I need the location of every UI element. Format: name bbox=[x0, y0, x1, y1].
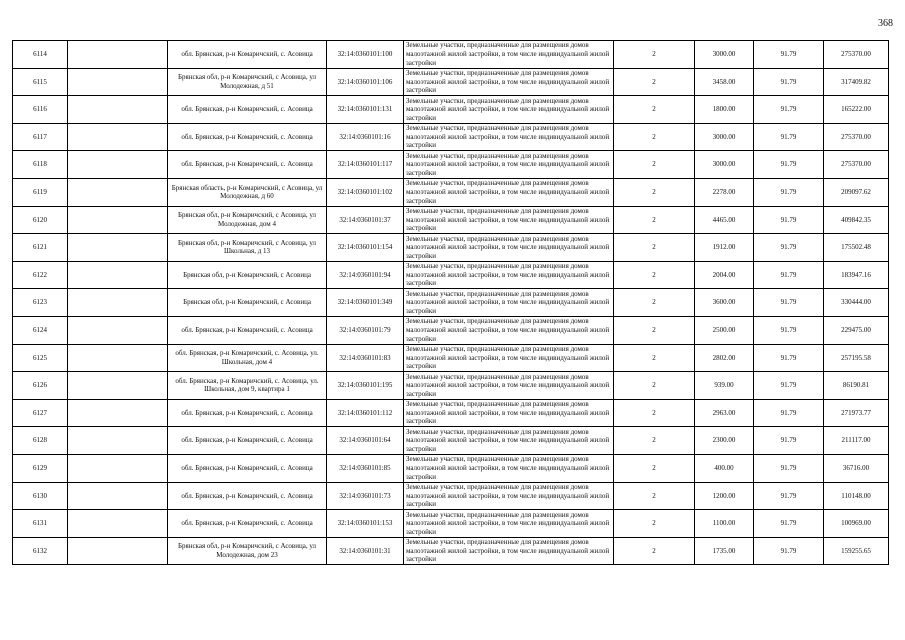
land-use-description-cell: Земельные участки, предназначенные для размещения домов малоэтажной жилой застройки, в том числе индивидуальной жилой застройки bbox=[404, 206, 614, 234]
group-code-cell: 2 bbox=[614, 510, 695, 538]
land-use-description-cell: Земельные участки, предназначенные для размещения домов малоэтажной жилой застройки, в том числе индивидуальной жилой застройки bbox=[404, 289, 614, 317]
row-number-cell: 6114 bbox=[13, 41, 68, 69]
cadastral-number-cell: 32:14:0360101:112 bbox=[327, 399, 404, 427]
group-code-cell: 2 bbox=[614, 123, 695, 151]
address-cell: Брянская обл, р-н Комаричский, с Асовица bbox=[168, 261, 327, 289]
address-cell: Брянская обл, р-н Комаричский, с Асовица, ул Молодежная, д 51 bbox=[168, 68, 327, 96]
group-code-cell: 2 bbox=[614, 482, 695, 510]
specific-value-cell: 91.79 bbox=[754, 178, 824, 206]
address-cell: Брянская обл, р-н Комаричский, с Асовица bbox=[168, 289, 327, 317]
cadastral-value-cell: 229475.00 bbox=[824, 316, 889, 344]
group-code-cell: 2 bbox=[614, 261, 695, 289]
address-cell: обл. Брянская, р-н Комаричский, с. Асовица bbox=[168, 41, 327, 69]
address-cell: Брянская обл, р-н Комаричский, с Асовица, ул Школьная, д 13 bbox=[168, 234, 327, 262]
cadastral-value-cell: 275370.00 bbox=[824, 41, 889, 69]
table-row bbox=[13, 344, 889, 372]
land-use-description-cell: Земельные участки, предназначенные для размещения домов малоэтажной жилой застройки, в том числе индивидуальной жилой застройки bbox=[404, 537, 614, 565]
cadastral-value-cell: 36716.00 bbox=[824, 454, 889, 482]
row-number-cell: 6116 bbox=[13, 96, 68, 124]
table-row bbox=[13, 96, 889, 124]
area-cell: 1200.00 bbox=[695, 482, 754, 510]
empty-cell bbox=[68, 234, 168, 262]
row-number-cell: 6129 bbox=[13, 454, 68, 482]
row-number-cell: 6123 bbox=[13, 289, 68, 317]
address-cell: обл. Брянская, р-н Комаричский, с. Асовица bbox=[168, 96, 327, 124]
cadastral-number-cell: 32:14:0360101:73 bbox=[327, 482, 404, 510]
row-number-cell: 6119 bbox=[13, 178, 68, 206]
land-use-description-cell: Земельные участки, предназначенные для размещения домов малоэтажной жилой застройки, в том числе индивидуальной жилой застройки bbox=[404, 372, 614, 400]
table-row bbox=[13, 427, 889, 455]
cadastral-number-cell: 32:14:0360101:16 bbox=[327, 123, 404, 151]
empty-cell bbox=[68, 372, 168, 400]
cadastral-value-cell: 257195.58 bbox=[824, 344, 889, 372]
cadastral-value-cell: 110148.00 bbox=[824, 482, 889, 510]
empty-cell bbox=[68, 151, 168, 179]
row-number-cell: 6118 bbox=[13, 151, 68, 179]
area-cell: 1735.00 bbox=[695, 537, 754, 565]
land-use-description-cell: Земельные участки, предназначенные для размещения домов малоэтажной жилой застройки, в том числе индивидуальной жилой застройки bbox=[404, 344, 614, 372]
table-row bbox=[13, 234, 889, 262]
area-cell: 2278.00 bbox=[695, 178, 754, 206]
land-use-description-cell: Земельные участки, предназначенные для размещения домов малоэтажной жилой застройки, в том числе индивидуальной жилой застройки bbox=[404, 123, 614, 151]
row-number-cell: 6120 bbox=[13, 206, 68, 234]
specific-value-cell: 91.79 bbox=[754, 68, 824, 96]
specific-value-cell: 91.79 bbox=[754, 96, 824, 124]
table-row bbox=[13, 123, 889, 151]
table-row bbox=[13, 482, 889, 510]
address-cell: обл. Брянская, р-н Комаричский, с. Асовица bbox=[168, 482, 327, 510]
land-use-description-cell: Земельные участки, предназначенные для размещения домов малоэтажной жилой застройки, в том числе индивидуальной жилой застройки bbox=[404, 261, 614, 289]
group-code-cell: 2 bbox=[614, 344, 695, 372]
group-code-cell: 2 bbox=[614, 151, 695, 179]
cadastral-value-cell: 271973.77 bbox=[824, 399, 889, 427]
land-use-description-cell: Земельные участки, предназначенные для размещения домов малоэтажной жилой застройки, в том числе индивидуальной жилой застройки bbox=[404, 41, 614, 69]
cadastral-number-cell: 32:14:0360101:83 bbox=[327, 344, 404, 372]
table-row bbox=[13, 151, 889, 179]
group-code-cell: 2 bbox=[614, 537, 695, 565]
specific-value-cell: 91.79 bbox=[754, 399, 824, 427]
area-cell: 2802.00 bbox=[695, 344, 754, 372]
land-use-description-cell: Земельные участки, предназначенные для размещения домов малоэтажной жилой застройки, в том числе индивидуальной жилой застройки bbox=[404, 510, 614, 538]
empty-cell bbox=[68, 289, 168, 317]
cadastral-value-cell: 317409.82 bbox=[824, 68, 889, 96]
land-use-description-cell: Земельные участки, предназначенные для размещения домов малоэтажной жилой застройки, в том числе индивидуальной жилой застройки bbox=[404, 234, 614, 262]
empty-cell bbox=[68, 482, 168, 510]
specific-value-cell: 91.79 bbox=[754, 41, 824, 69]
table-row bbox=[13, 316, 889, 344]
area-cell: 400.00 bbox=[695, 454, 754, 482]
area-cell: 4465.00 bbox=[695, 206, 754, 234]
cadastral-number-cell: 32:14:0360101:131 bbox=[327, 96, 404, 124]
address-cell: обл. Брянская, р-н Комаричский, с. Асовица, ул. Школьная, дом 9, квартира 1 bbox=[168, 372, 327, 400]
specific-value-cell: 91.79 bbox=[754, 261, 824, 289]
address-cell: обл. Брянская, р-н Комаричский, с. Асовица bbox=[168, 510, 327, 538]
area-cell: 2500.00 bbox=[695, 316, 754, 344]
cadastral-value-cell: 275370.00 bbox=[824, 123, 889, 151]
cadastral-value-cell: 211117.00 bbox=[824, 427, 889, 455]
area-cell: 2963.00 bbox=[695, 399, 754, 427]
specific-value-cell: 91.79 bbox=[754, 510, 824, 538]
group-code-cell: 2 bbox=[614, 454, 695, 482]
address-cell: Брянская обл, р-н Комаричский, с Асовица, ул Молодежная, дом 23 bbox=[168, 537, 327, 565]
row-number-cell: 6126 bbox=[13, 372, 68, 400]
area-cell: 1100.00 bbox=[695, 510, 754, 538]
specific-value-cell: 91.79 bbox=[754, 316, 824, 344]
specific-value-cell: 91.79 bbox=[754, 206, 824, 234]
row-number-cell: 6122 bbox=[13, 261, 68, 289]
specific-value-cell: 91.79 bbox=[754, 344, 824, 372]
table-row bbox=[13, 454, 889, 482]
specific-value-cell: 91.79 bbox=[754, 537, 824, 565]
area-cell: 3600.00 bbox=[695, 289, 754, 317]
row-number-cell: 6124 bbox=[13, 316, 68, 344]
cadastral-number-cell: 32:14:0360101:153 bbox=[327, 510, 404, 538]
group-code-cell: 2 bbox=[614, 206, 695, 234]
row-number-cell: 6130 bbox=[13, 482, 68, 510]
cadastral-number-cell: 32:14:0360101:195 bbox=[327, 372, 404, 400]
group-code-cell: 2 bbox=[614, 41, 695, 69]
specific-value-cell: 91.79 bbox=[754, 482, 824, 510]
table-row bbox=[13, 510, 889, 538]
row-number-cell: 6125 bbox=[13, 344, 68, 372]
table-row bbox=[13, 41, 889, 69]
land-use-description-cell: Земельные участки, предназначенные для размещения домов малоэтажной жилой застройки, в том числе индивидуальной жилой застройки bbox=[404, 178, 614, 206]
empty-cell bbox=[68, 96, 168, 124]
group-code-cell: 2 bbox=[614, 68, 695, 96]
row-number-cell: 6128 bbox=[13, 427, 68, 455]
empty-cell bbox=[68, 68, 168, 96]
specific-value-cell: 91.79 bbox=[754, 454, 824, 482]
group-code-cell: 2 bbox=[614, 399, 695, 427]
empty-cell bbox=[68, 316, 168, 344]
specific-value-cell: 91.79 bbox=[754, 234, 824, 262]
cadastral-value-cell: 183947.16 bbox=[824, 261, 889, 289]
group-code-cell: 2 bbox=[614, 289, 695, 317]
cadastral-value-cell: 175502.48 bbox=[824, 234, 889, 262]
address-cell: обл. Брянская, р-н Комаричский, с. Асовица, ул. Школьная, дом 4 bbox=[168, 344, 327, 372]
empty-cell bbox=[68, 344, 168, 372]
group-code-cell: 2 bbox=[614, 178, 695, 206]
cadastral-value-cell: 165222.00 bbox=[824, 96, 889, 124]
cadastral-number-cell: 32:14:0360101:37 bbox=[327, 206, 404, 234]
cadastral-number-cell: 32:14:0360101:102 bbox=[327, 178, 404, 206]
cadastral-number-cell: 32:14:0360101:79 bbox=[327, 316, 404, 344]
cadastral-value-cell: 330444.00 bbox=[824, 289, 889, 317]
area-cell: 3000.00 bbox=[695, 41, 754, 69]
cadastral-value-cell: 409842.35 bbox=[824, 206, 889, 234]
land-use-description-cell: Земельные участки, предназначенные для размещения домов малоэтажной жилой застройки, в том числе индивидуальной жилой застройки bbox=[404, 96, 614, 124]
area-cell: 3000.00 bbox=[695, 151, 754, 179]
group-code-cell: 2 bbox=[614, 234, 695, 262]
cadastral-number-cell: 32:14:0360101:64 bbox=[327, 427, 404, 455]
specific-value-cell: 91.79 bbox=[754, 151, 824, 179]
cadastral-value-cell: 86190.81 bbox=[824, 372, 889, 400]
land-use-description-cell: Земельные участки, предназначенные для размещения домов малоэтажной жилой застройки, в том числе индивидуальной жилой застройки bbox=[404, 454, 614, 482]
cadastral-number-cell: 32:14:0360101:31 bbox=[327, 537, 404, 565]
land-use-description-cell: Земельные участки, предназначенные для размещения домов малоэтажной жилой застройки, в том числе индивидуальной жилой застройки bbox=[404, 482, 614, 510]
empty-cell bbox=[68, 123, 168, 151]
cadastral-value-cell: 275370.00 bbox=[824, 151, 889, 179]
area-cell: 1800.00 bbox=[695, 96, 754, 124]
address-cell: обл. Брянская, р-н Комаричский, с. Асовица bbox=[168, 454, 327, 482]
page-number: 368 bbox=[878, 18, 893, 29]
land-use-description-cell: Земельные участки, предназначенные для размещения домов малоэтажной жилой застройки, в том числе индивидуальной жилой застройки bbox=[404, 399, 614, 427]
area-cell: 2300.00 bbox=[695, 427, 754, 455]
empty-cell bbox=[68, 399, 168, 427]
cadastral-value-table bbox=[12, 40, 889, 565]
land-use-description-cell: Земельные участки, предназначенные для размещения домов малоэтажной жилой застройки, в том числе индивидуальной жилой застройки bbox=[404, 316, 614, 344]
row-number-cell: 6131 bbox=[13, 510, 68, 538]
cadastral-number-cell: 32:14:0360101:94 bbox=[327, 261, 404, 289]
row-number-cell: 6132 bbox=[13, 537, 68, 565]
address-cell: обл. Брянская, р-н Комаричский, с. Асовица bbox=[168, 316, 327, 344]
cadastral-value-cell: 159255.65 bbox=[824, 537, 889, 565]
row-number-cell: 6121 bbox=[13, 234, 68, 262]
empty-cell bbox=[68, 261, 168, 289]
empty-cell bbox=[68, 427, 168, 455]
table-row bbox=[13, 372, 889, 400]
specific-value-cell: 91.79 bbox=[754, 289, 824, 317]
empty-cell bbox=[68, 510, 168, 538]
group-code-cell: 2 bbox=[614, 372, 695, 400]
empty-cell bbox=[68, 41, 168, 69]
address-cell: Брянская область, р-н Комаричский, с Асовица, ул Молодежная, д 60 bbox=[168, 178, 327, 206]
group-code-cell: 2 bbox=[614, 96, 695, 124]
cadastral-number-cell: 32:14:0360101:349 bbox=[327, 289, 404, 317]
cadastral-number-cell: 32:14:0360101:154 bbox=[327, 234, 404, 262]
address-cell: обл. Брянская, р-н Комаричский, с. Асовица bbox=[168, 427, 327, 455]
group-code-cell: 2 bbox=[614, 427, 695, 455]
cadastral-number-cell: 32:14:0360101:85 bbox=[327, 454, 404, 482]
row-number-cell: 6115 bbox=[13, 68, 68, 96]
cadastral-value-cell: 209097.62 bbox=[824, 178, 889, 206]
group-code-cell: 2 bbox=[614, 316, 695, 344]
area-cell: 939.00 bbox=[695, 372, 754, 400]
empty-cell bbox=[68, 206, 168, 234]
area-cell: 3458.00 bbox=[695, 68, 754, 96]
specific-value-cell: 91.79 bbox=[754, 427, 824, 455]
table-row bbox=[13, 261, 889, 289]
land-use-description-cell: Земельные участки, предназначенные для размещения домов малоэтажной жилой застройки, в том числе индивидуальной жилой застройки bbox=[404, 68, 614, 96]
empty-cell bbox=[68, 454, 168, 482]
address-cell: обл. Брянская, р-н Комаричский, с. Асовица bbox=[168, 399, 327, 427]
area-cell: 1912.00 bbox=[695, 234, 754, 262]
row-number-cell: 6117 bbox=[13, 123, 68, 151]
table-row bbox=[13, 68, 889, 96]
specific-value-cell: 91.79 bbox=[754, 123, 824, 151]
cadastral-value-cell: 100969.00 bbox=[824, 510, 889, 538]
empty-cell bbox=[68, 178, 168, 206]
cadastral-number-cell: 32:14:0360101:106 bbox=[327, 68, 404, 96]
cadastral-number-cell: 32:14:0360101:100 bbox=[327, 41, 404, 69]
cadastral-number-cell: 32:14:0360101:117 bbox=[327, 151, 404, 179]
row-number-cell: 6127 bbox=[13, 399, 68, 427]
land-use-description-cell: Земельные участки, предназначенные для размещения домов малоэтажной жилой застройки, в том числе индивидуальной жилой застройки bbox=[404, 151, 614, 179]
table-row bbox=[13, 399, 889, 427]
table-row bbox=[13, 206, 889, 234]
land-use-description-cell: Земельные участки, предназначенные для размещения домов малоэтажной жилой застройки, в том числе индивидуальной жилой застройки bbox=[404, 427, 614, 455]
address-cell: Брянская обл, р-н Комаричский, с Асовица, ул Молодежная, дом 4 bbox=[168, 206, 327, 234]
table-row bbox=[13, 178, 889, 206]
address-cell: обл. Брянская, р-н Комаричский, с. Асовица bbox=[168, 151, 327, 179]
empty-cell bbox=[68, 537, 168, 565]
table-row bbox=[13, 537, 889, 565]
address-cell: обл. Брянская, р-н Комаричский, с. Асовица bbox=[168, 123, 327, 151]
area-cell: 3000.00 bbox=[695, 123, 754, 151]
area-cell: 2004.00 bbox=[695, 261, 754, 289]
table-row bbox=[13, 289, 889, 317]
specific-value-cell: 91.79 bbox=[754, 372, 824, 400]
